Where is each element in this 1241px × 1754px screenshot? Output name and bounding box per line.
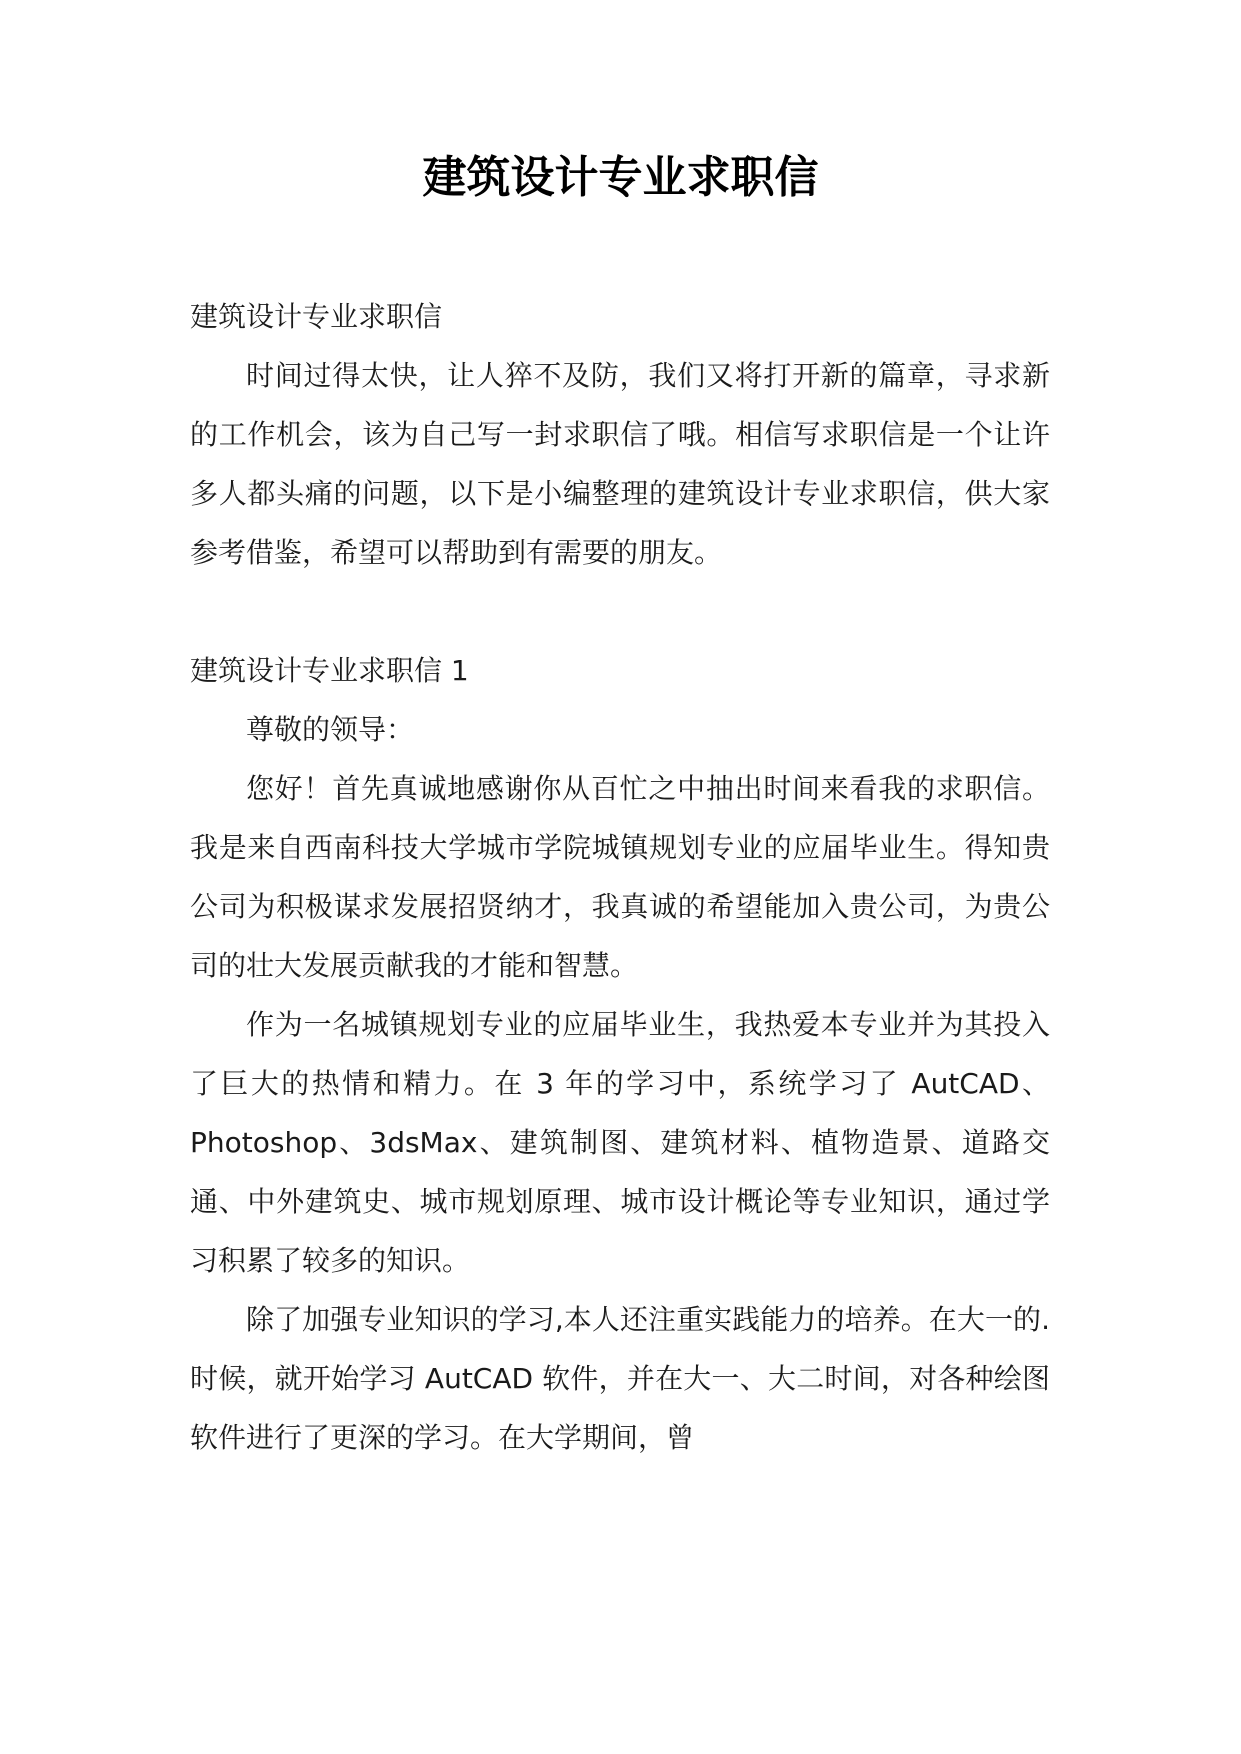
section-heading: 建筑设计专业求职信 1	[190, 654, 469, 687]
intro-paragraph: 时间过得太快，让人猝不及防，我们又将打开新的篇章，寻求新的工作机会，该为自己写一封求职信了哦。相信写求职信是一个让许多人都头痛的问题，以下是小编整理的建筑设计专业求职信，供大家参考借鉴，希望可以帮助到有需要的朋友。	[190, 359, 1050, 569]
section-spacer	[190, 582, 1050, 641]
salutation: 尊敬的领导：	[246, 713, 415, 746]
body-paragraph: 除了加强专业知识的学习,本人还注重实践能力的培养。在大一的.时候，就开始学习 AutCAD 软件，并在大一、大二时间，对各种绘图软件进行了更深的学习。在大学期间，曾	[190, 1303, 1050, 1454]
body-paragraph: 您好！首先真诚地感谢你从百忙之中抽出时间来看我的求职信。 我是来自西南科技大学城市学院城镇规划专业的应届毕业生。得知贵公司为积极谋求发展招贤纳才，我真诚的希望能加入贵公司，为贵公司的壮大发展贡献我的才能和智慧。	[190, 772, 1050, 982]
body-paragraph: 作为一名城镇规划专业的应届毕业生，我热爱本专业并为其投入了巨大的热情和精力。在 3 年的学习中，系统学习了 AutCAD、Photoshop、3dsMax、建筑制图、建筑材料、植物造景、道路交通、中外建筑史、城市规划原理、城市设计概论等专业知识，通过学习积累了较多的知识。	[190, 1008, 1050, 1277]
document-body	[190, 287, 1050, 1467]
document-title: 建筑设计专业求职信	[422, 152, 819, 203]
intro-heading: 建筑设计专业求职信	[190, 300, 443, 333]
